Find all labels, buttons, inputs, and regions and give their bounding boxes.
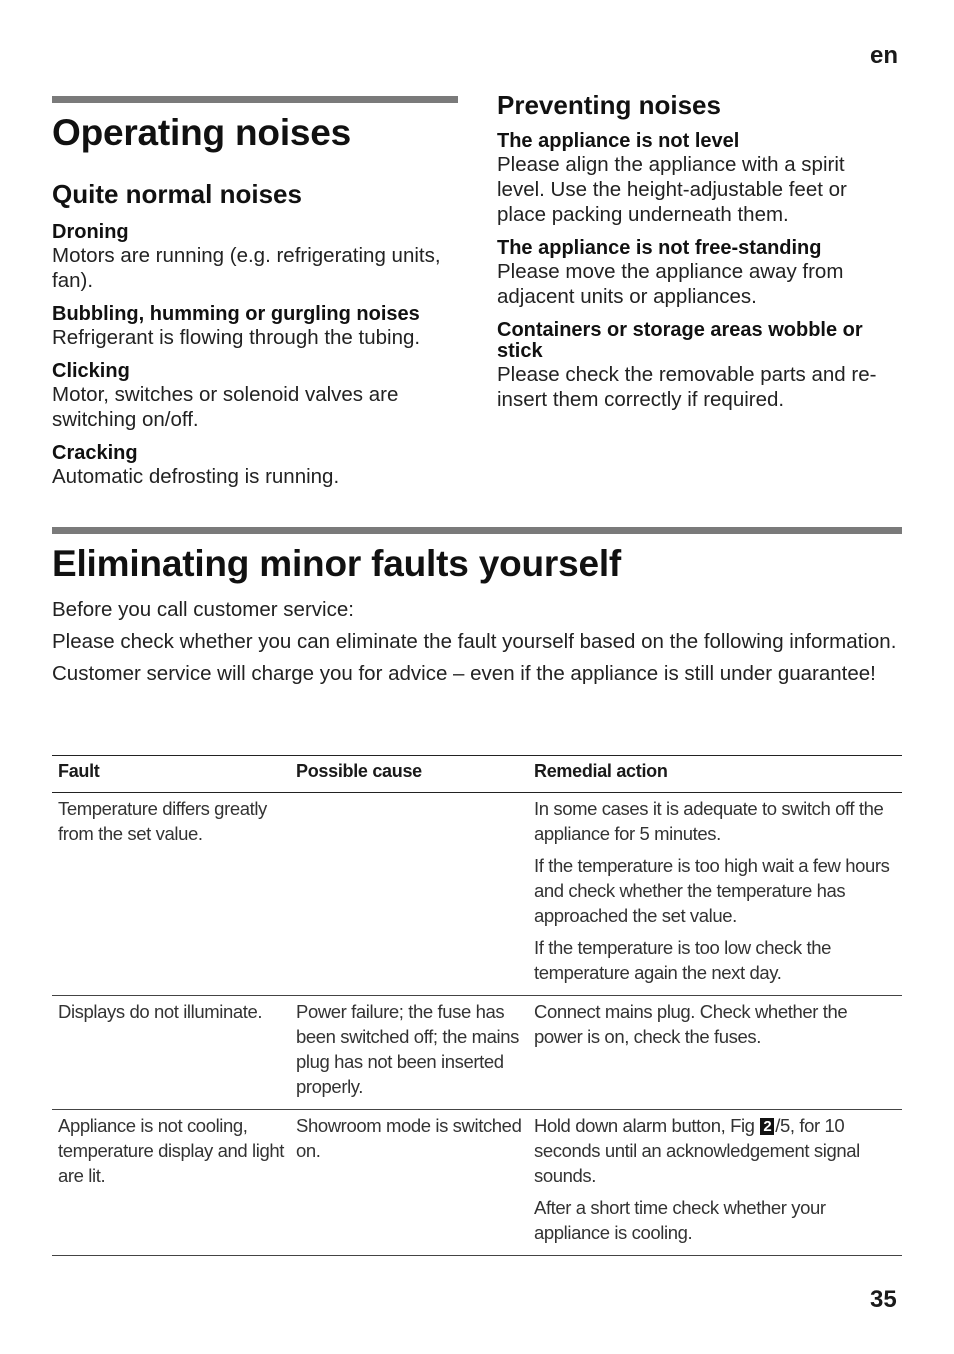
prevent-item-title: The appliance is not level xyxy=(497,130,740,152)
intro-paragraph: Please check whether you can eliminate the fault yourself based on the following information. xyxy=(52,630,897,653)
prevent-item xyxy=(497,238,897,309)
table-row xyxy=(52,1110,902,1256)
section-title-operating-noises: Operating noises xyxy=(52,112,352,153)
action-step xyxy=(534,1113,896,1188)
faults-intro xyxy=(52,597,902,693)
table-row xyxy=(52,996,902,1110)
noise-item-title: Cracking xyxy=(52,442,138,464)
figure-reference-badge: 2 xyxy=(760,1118,774,1135)
noise-item xyxy=(52,443,462,489)
section-rule xyxy=(52,527,902,534)
page-number: 35 xyxy=(870,1286,897,1313)
prevent-item-title: The appliance is not free-standing xyxy=(497,237,822,259)
noise-item-title: Droning xyxy=(52,221,129,243)
intro-paragraph: Before you call customer service: xyxy=(52,598,354,621)
column-header-cause: Possible cause xyxy=(290,756,528,793)
section-rule xyxy=(52,96,458,103)
prevent-item-body: Please align the appliance with a spirit level. Use the height-adjustable feet or place packing underneath them. xyxy=(497,153,847,226)
column-header-fault: Fault xyxy=(52,756,290,793)
noise-item-body: Automatic defrosting is running. xyxy=(52,465,340,488)
action-text: /5, for 10 seconds until an acknowledgement signal sounds. xyxy=(534,1115,860,1186)
section-title-eliminating-faults: Eliminating minor faults yourself xyxy=(52,543,622,584)
action-step: Connect mains plug. Check whether the power is on, check the fuses. xyxy=(534,1001,848,1047)
fault-cell: Displays do not illuminate. xyxy=(52,996,290,1110)
action-text: Hold down alarm button, Fig xyxy=(534,1115,755,1136)
prevent-item-title: Containers or storage areas wobble or stick xyxy=(497,319,863,362)
action-cell xyxy=(528,1110,902,1256)
prevent-item xyxy=(497,320,897,412)
fault-cell: Temperature differs greatly from the set value. xyxy=(52,793,290,996)
noise-item-title: Clicking xyxy=(52,360,130,382)
intro-paragraph: Customer service will charge you for advice – even if the appliance is still under guarantee! xyxy=(52,662,876,685)
cause-cell: Showroom mode is switched on. xyxy=(290,1110,528,1256)
action-step: After a short time check whether your appliance is cooling. xyxy=(534,1197,826,1243)
preventing-noises-column xyxy=(497,90,897,423)
action-cell xyxy=(528,996,902,1110)
subsection-title-preventing-noises: Preventing noises xyxy=(497,90,721,120)
column-header-action: Remedial action xyxy=(528,756,902,793)
action-cell xyxy=(528,793,902,996)
noise-item-body: Motor, switches or solenoid valves are switching on/off. xyxy=(52,383,399,431)
noise-item-body: Motors are running (e.g. refrigerating units, fan). xyxy=(52,244,441,292)
fault-cell: Appliance is not cooling, temperature display and light are lit. xyxy=(52,1110,290,1256)
table-header-row xyxy=(52,756,902,793)
noise-item-title: Bubbling, humming or gurgling noises xyxy=(52,303,420,325)
cause-cell xyxy=(290,793,528,996)
faults-table xyxy=(52,755,902,1256)
prevent-item-body: Please move the appliance away from adjacent units or appliances. xyxy=(497,260,844,308)
noise-item xyxy=(52,222,462,293)
noise-item-body: Refrigerant is flowing through the tubing. xyxy=(52,326,421,349)
prevent-item xyxy=(497,131,897,227)
language-label: en xyxy=(870,42,899,69)
action-step: In some cases it is adequate to switch off the appliance for 5 minutes. xyxy=(534,798,884,844)
subsection-title-normal-noises: Quite normal noises xyxy=(52,179,302,209)
prevent-item-body: Please check the removable parts and re-insert them correctly if required. xyxy=(497,363,877,411)
action-step: If the temperature is too low check the temperature again the next day. xyxy=(534,937,832,983)
action-step: If the temperature is too high wait a few hours and check whether the temperature has approached the set value. xyxy=(534,855,890,926)
noise-item xyxy=(52,304,462,350)
normal-noises-column xyxy=(52,179,462,500)
table-row xyxy=(52,793,902,996)
cause-cell: Power failure; the fuse has been switched off; the mains plug has not been inserted properly. xyxy=(290,996,528,1110)
noise-item xyxy=(52,361,462,432)
